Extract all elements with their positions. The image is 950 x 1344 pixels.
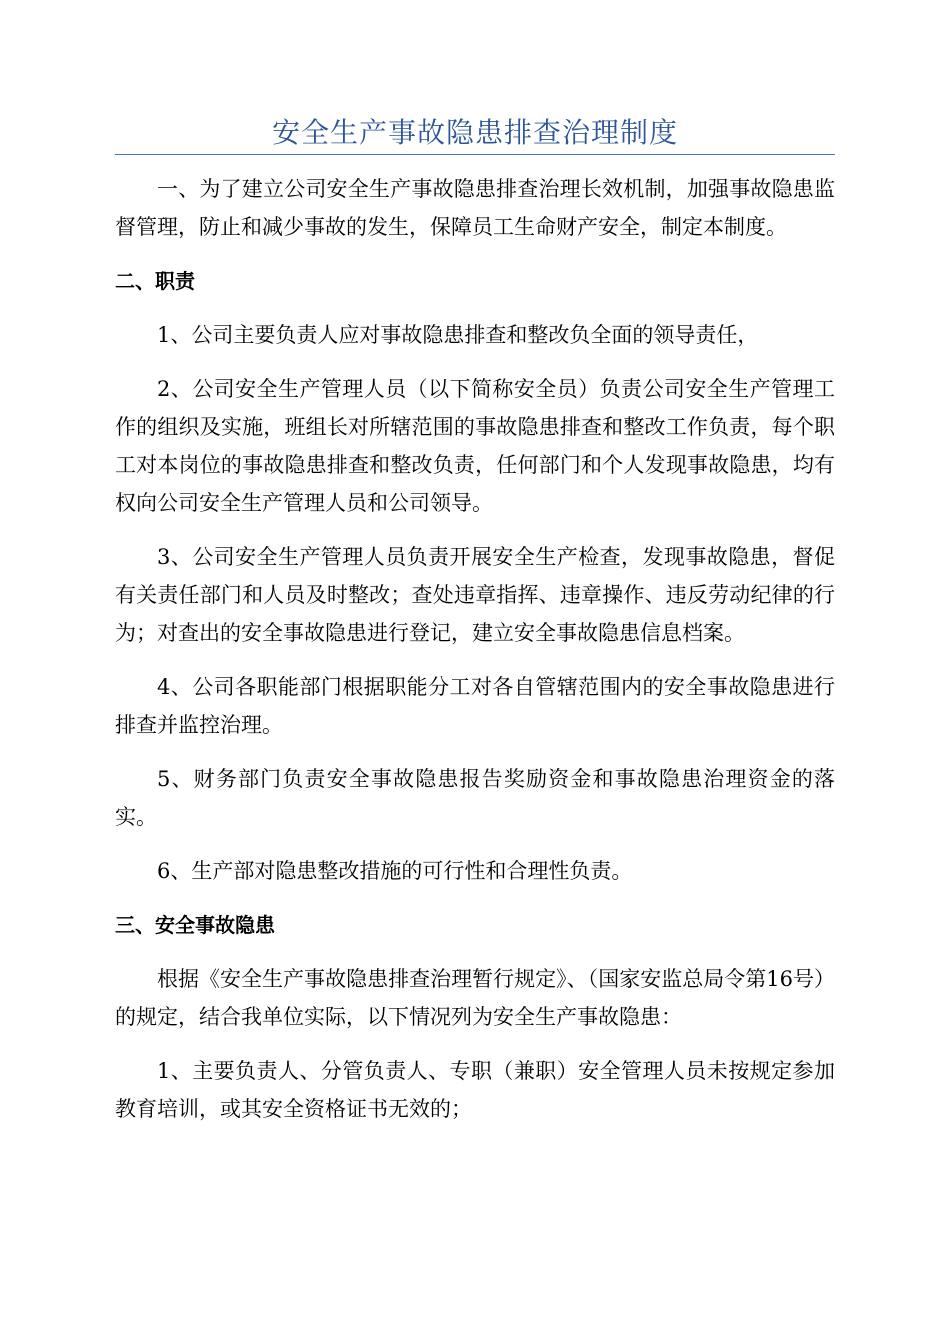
duty-item: 6、生产部对隐患整改措施的可行性和合理性负责。 [157, 859, 633, 883]
basis-paragraph: 根据《安全生产事故隐患排查治理暂行规定》、（国家安监总局令第16号）的规定，结合我单位实际，以下情况列为安全生产事故隐患： [115, 967, 835, 1029]
hazard-item: 1、主要负责人、分管负责人、专职（兼职）安全管理人员未按规定参加教育培训，或其安全资格证书无效的； [115, 1059, 835, 1121]
duty-item: 5、财务部门负责安全事故隐患报告奖励资金和事故隐患治理资金的落实。 [115, 767, 835, 829]
section-heading-duties: 二、职责 [115, 269, 195, 293]
duty-item: 3、公司安全生产管理人员负责开展安全生产检查，发现事故隐患，督促有关责任部门和人员及时整改；查处违章指挥、违章操作、违反劳动纪律的行为；对查出的安全事故隐患进行登记，建立安全事故隐患信息档案。 [115, 545, 835, 645]
document-title: 安全生产事故隐患排查治理制度 [271, 116, 678, 149]
duty-item: 1、公司主要负责人应对事故隐患排查和整改负全面的领导责任， [157, 323, 759, 347]
duty-item: 4、公司各职能部门根据职能分工对各自管辖范围内的安全事故隐患进行排查并监控治理。 [115, 675, 835, 737]
document-body [115, 170, 835, 1128]
title-underline [115, 154, 835, 155]
intro-paragraph: 一、为了建立公司安全生产事故隐患排查治理长效机制，加强事故隐患监督管理，防止和减少事故的发生，保障员工生命财产安全，制定本制度。 [115, 177, 835, 239]
section-heading-hazards: 三、安全事故隐患 [115, 913, 275, 937]
duty-item: 2、公司安全生产管理人员（以下简称安全员）负责公司安全生产管理工作的组织及实施，班组长对所辖范围的事故隐患排查和整改工作负责，每个职工对本岗位的事故隐患排查和整改负责，任何部门和个人发现事故隐患，均有权向公司安全生产管理人员和公司领导。 [115, 377, 835, 515]
